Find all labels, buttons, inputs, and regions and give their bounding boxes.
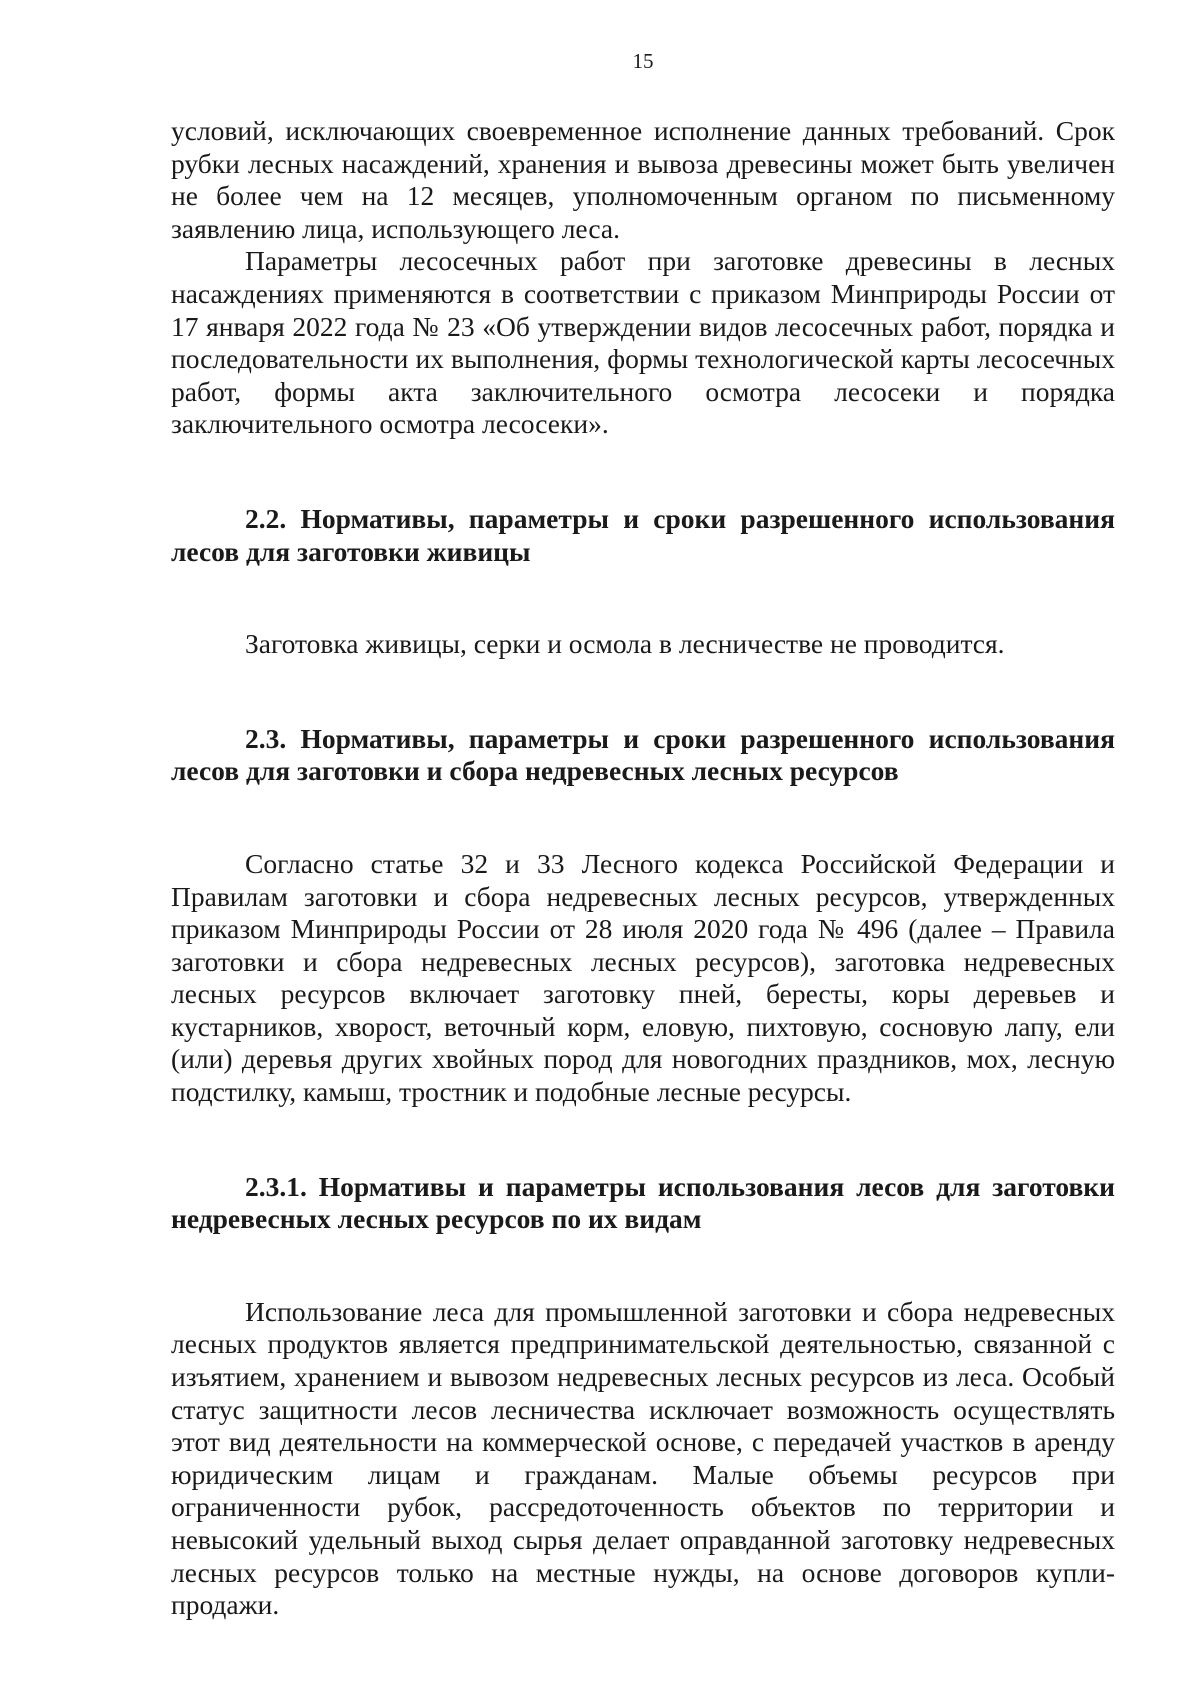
paragraph-resin: Заготовка живицы, серки и осмола в лесничестве не проводится. [245,628,1005,660]
paragraph-logging-parameters: Параметры лесосечных работ при заготовке древесины в лесных насаждениях применяются в соответствии с приказом Минприроды России от 17 января 2022 года № 23 «Об утверждении видов лесосечных работ, порядка и последовательности их выполнения, формы технологической карты лесосечных работ, формы акта заключительного осмотра лесосеки и порядка заключительного осмотра лесосеки». [171,245,1115,440]
section-heading-2-2: 2.2. Нормативы, параметры и сроки разрешенного использования лесов для заготовки живицы [171,502,1115,567]
paragraph-continuation: условий, исключающих своевременное исполнение данных требований. Срок рубки лесных насаждений, хранения и вывоза древесины может быть увеличен не более чем на 12 месяцев, уполномоченным органом по письменному заявлению лица, использующего леса. [171,115,1115,244]
page-number: 15 [632,49,654,73]
paragraph-industrial-harvesting: Использование леса для промышленной заготовки и сбора недревесных лесных продуктов является предпринимательской деятельностью, связанной с изъятием, хранением и вывозом недревесных лесных ресурсов из леса. Особый статус защитности лесов лесничества исключает возможность осуществлять этот вид деятельности на коммерческой основе, с передачей участков в аренду юридическим лицам и гражданам. Малые объемы ресурсов при ограниченности рубок, рассредоточенность объектов по территории и невысокий удельный выход сырья делает оправданной заготовку недревесных лесных ресурсов только на местные нужды, на основе договоров купли-продажи. [171,1295,1115,1621]
paragraph-non-timber-resources: Согласно статье 32 и 33 Лесного кодекса Российской Федерации и Правилам заготовки и сбора недревесных лесных ресурсов, утвержденных приказом Минприроды России от 28 июля 2020 года № 496 (далее – Правила заготовки и сбора недревесных лесных ресурсов), заготовка недревесных лесных ресурсов включает заготовку пней, бересты, коры деревьев и кустарников, хворост, веточный корм, еловую, пихтовую, сосновую лапу, ели (или) деревья других хвойных пород для новогодних праздников, мох, лесную подстилку, камыш, тростник и подобные лесные ресурсы. [171,847,1115,1108]
section-heading-2-3-1: 2.3.1. Нормативы и параметры использования лесов для заготовки недревесных лесных ресурсов по их видам [171,1170,1115,1235]
section-heading-2-3: 2.3. Нормативы, параметры и сроки разрешенного использования лесов для заготовки и сбора недревесных лесных ресурсов [171,722,1115,787]
document-body [171,115,1115,1622]
